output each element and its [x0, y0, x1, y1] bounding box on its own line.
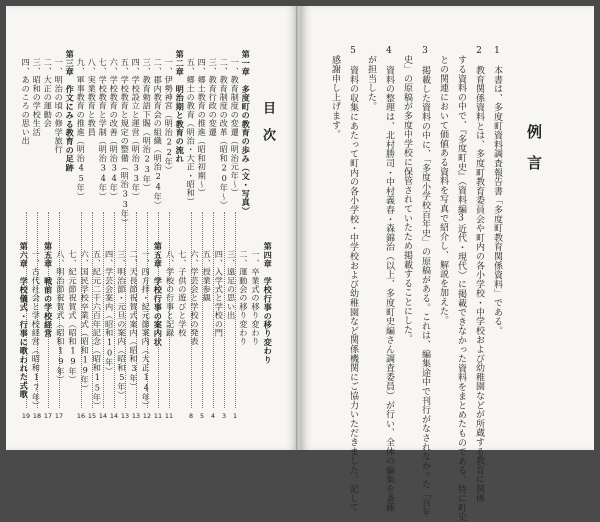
toc-entry: 七、子供の遊びと学校 [177, 250, 188, 337]
notes-page [300, 6, 594, 522]
note-paragraph-line: する資料の中で、『多度町史』（資料編3近代・現代）に掲載できなかった資料をまとめたものである。特に町史 [456, 46, 466, 522]
toc-chapter-heading: 第六章 学校儀式・行事に歌われた式歌 [19, 242, 30, 399]
toc-chapter-heading: 第三章 作文にみる教育の足跡 [65, 50, 76, 172]
toc-entry: 二、教育制度の改革（昭和20年〜） [219, 58, 230, 210]
toc-entry: 八、明治節祝賀式（昭和19年） [55, 250, 66, 385]
toc-page-number: 11 [153, 412, 163, 420]
toc-chapter-heading: 第五章 戦前の学校経営 [43, 242, 54, 338]
toc-entry: 一、四方拝・紀元節案内（大正14年） [141, 250, 152, 411]
toc-entry: 五、学校教育と規定の整備（明治33年） [120, 58, 131, 227]
toc-entry: 四、学芸会案内（昭和10年） [104, 250, 115, 376]
toc-page [6, 6, 298, 450]
toc-entry: 一、卒業式の移り変わり [251, 250, 261, 346]
toc-entry: 八、学校の行事と記録 [165, 250, 176, 337]
toc-page-number: 19 [21, 412, 31, 420]
toc-entry: 一、教育制度の変遷（明治元年〜） [230, 58, 241, 198]
toc-entry: 三、教育行政の変遷 [208, 58, 219, 137]
toc-entry: 九、軍事教育の推進（明治45年） [76, 58, 87, 201]
note-paragraph-line: 2 教育関係資料とは、多度町教育委員会や町内の各小学校・中学校および幼稚園などが所蔵する教育に関係 [474, 46, 484, 503]
toc-page-number: 12 [142, 412, 152, 420]
toc-chapter-heading: 第一章 多度町の教育の歩み（文・写真） [241, 50, 252, 216]
toc-entry: 三、遠足の思い出 [226, 250, 237, 320]
toc-entry: 四、あのころの思い出 [21, 58, 32, 145]
toc-chapter-heading: 第五章 学校行事の案内状 [153, 242, 164, 347]
toc-leader [103, 212, 104, 408]
toc-page-number: 4 [210, 412, 216, 420]
note-paragraph-line: が担当した。 [366, 46, 376, 112]
note-paragraph-line: 感謝申し上げます。 [330, 46, 340, 139]
toc-chapter-heading: 第四章 学校行事の移り変わり [263, 242, 274, 364]
toc-entry: 七、学校教育と学制（明治34年） [98, 58, 109, 201]
toc-entry: 一、古代社会と学校経営（昭和17年） [31, 250, 42, 411]
note-paragraph-line: との関連において価値ある資料を写真で紹介し、解説を加えた。 [438, 46, 448, 325]
toc-leader [224, 212, 225, 408]
toc-entry: 八、実業教育と教員 [87, 58, 98, 137]
toc-entry: 五、紀元二千六百年記念（昭和15年） [92, 250, 103, 411]
note-paragraph-line: 4 資料の整理は、北村勝司・中村義春・森錦治（以上、多度町史編さん調査委員）が行い、全体の編集を斎藤 [384, 46, 394, 512]
note-paragraph-line: 3 掲載した資料の中に、「多度小学校百年史」の原稿がある。これは、編集途中で刊行がなされなかった「百年 [420, 46, 430, 517]
toc-entry: 二、運動会の移り変わり [238, 250, 249, 346]
toc-entry: 三、昭和の学校生活 [32, 58, 43, 137]
toc-entry: 二、郡内教育会の組織（明治24年） [153, 58, 164, 210]
toc-page-number: 17 [43, 412, 53, 420]
note-paragraph-line: 史」の原稿が多度中学校に保管されていたため掲載することにした。 [402, 46, 412, 344]
toc-page-number: 15 [87, 412, 97, 420]
toc-entry: 二、天長節祝賀式案内（昭和3年） [129, 250, 139, 391]
toc-page-number: 8 [188, 412, 194, 420]
toc-entry: 四、郷土教育の推進（昭和初期〜） [197, 58, 208, 198]
notes-title: 例言 [525, 124, 543, 186]
toc-page-number: 17 [54, 412, 64, 420]
toc-page-number: 18 [32, 412, 42, 420]
toc-entry: 四、入学式と学校の門 [214, 250, 225, 337]
toc-leader [202, 212, 203, 408]
note-paragraph-line: 5 資料の収集にあたって町内の各小学校・中学校および幼稚園など関係機関にご協力いただきました。記して [348, 46, 358, 512]
toc-entry: 一、明治の頃の修学旅行 [54, 58, 65, 154]
toc-entry: 七、紀元節祝賀式（昭和19年） [68, 250, 78, 385]
toc-page-number: 3 [221, 412, 227, 420]
toc-entry: 五、授業参観 [202, 250, 213, 303]
toc-entry: 三、明治節・元旦の案内（昭和5年） [116, 250, 127, 400]
toc-page-number: 13 [120, 412, 130, 420]
toc-entry: 五、郷土の教育（明治・大正・昭和） [186, 58, 197, 206]
toc-entry: 三、教育勅語下賜（明治23年） [142, 58, 153, 193]
toc-page-number: 13 [131, 412, 141, 420]
toc-page-number: 11 [164, 412, 174, 420]
toc-chapter-heading: 第二章 明治期と教育の流れ [175, 50, 186, 164]
toc-page-number: 5 [199, 412, 205, 420]
note-paragraph-line: 1 本書は、多度町資料調査報告書「多度町教育関係資料」である。 [492, 46, 502, 336]
toc-entry: 二、大正の運動会 [43, 58, 54, 128]
toc-page-number: 1 [232, 412, 238, 420]
toc-entry: 六、学芸会と学校の発表 [190, 250, 200, 346]
toc-page-number: 16 [76, 412, 86, 420]
toc-entry: 一、伊勢神宮（明治22年） [164, 58, 175, 175]
toc-entry: 六、国民学校卒業式（昭和19年） [80, 250, 91, 393]
toc-entry: 六、学校教育の改善（明治34年） [109, 58, 120, 201]
toc-heading: 目次 [260, 101, 275, 155]
toc-entry: 四、学校設立と運営（明治33年） [131, 58, 142, 201]
toc-page-number: 14 [98, 412, 108, 420]
toc-page-number: 14 [109, 412, 119, 420]
